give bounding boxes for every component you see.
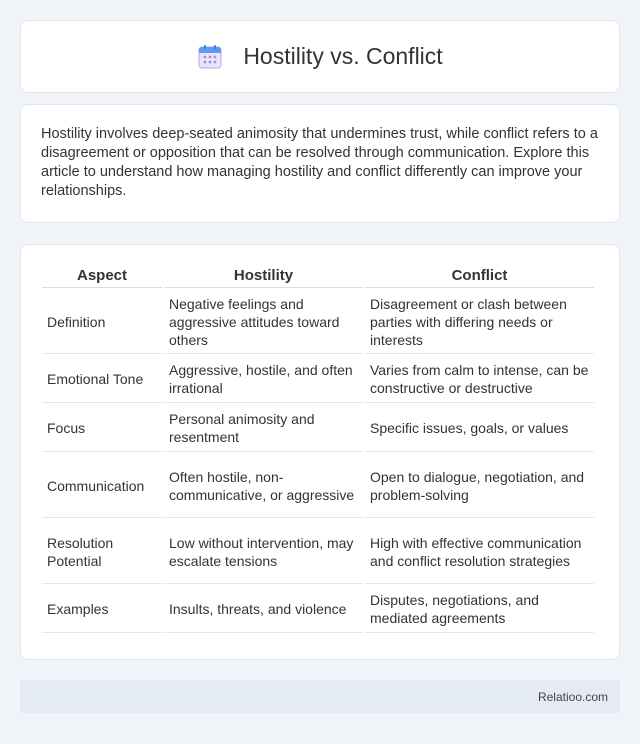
calendar-icon (197, 44, 223, 70)
title-card (20, 20, 620, 93)
cell-aspect: Communication (42, 454, 162, 518)
intro-card (20, 104, 620, 223)
table-row (42, 356, 594, 403)
cell-hostility: Insults, threats, and violence (164, 586, 363, 633)
comparison-table (40, 264, 596, 635)
cell-hostility: Negative feelings and aggressive attitudes toward others (164, 290, 363, 354)
cell-conflict: Disagreement or clash between parties with differing needs or interests (365, 290, 594, 354)
table-row (42, 586, 594, 633)
cell-conflict: High with effective communication and conflict resolution strategies (365, 520, 594, 584)
cell-hostility: Low without intervention, may escalate tensions (164, 520, 363, 584)
cell-hostility: Aggressive, hostile, and often irrational (164, 356, 363, 403)
table-row (42, 405, 594, 452)
header-aspect: Aspect (42, 266, 162, 288)
comparison-table-card (20, 244, 620, 660)
cell-conflict: Specific issues, goals, or values (365, 405, 594, 452)
cell-aspect: Resolution Potential (42, 520, 162, 584)
table-row (42, 290, 594, 354)
footer (20, 680, 620, 713)
cell-conflict: Varies from calm to intense, can be constructive or destructive (365, 356, 594, 403)
table-row (42, 454, 594, 518)
page-title: Hostility vs. Conflict (243, 43, 443, 69)
cell-hostility: Often hostile, non-communicative, or aggressive (164, 454, 363, 518)
table-row (42, 520, 594, 584)
cell-aspect: Definition (42, 290, 162, 354)
cell-aspect: Examples (42, 586, 162, 633)
cell-hostility: Personal animosity and resentment (164, 405, 363, 452)
header-hostility: Hostility (164, 266, 363, 288)
intro-text: Hostility involves deep-seated animosity that undermines trust, while conflict refers to a disagreement or opposition that can be resolved through communication. Explore this article to understand how managing hostility and conflict differently can improve your relationships. (41, 126, 598, 199)
cell-conflict: Disputes, negotiations, and mediated agreements (365, 586, 594, 633)
footer-brand: Relatioo.com (537, 689, 608, 704)
header-conflict: Conflict (365, 266, 594, 288)
cell-aspect: Focus (42, 405, 162, 452)
cell-conflict: Open to dialogue, negotiation, and problem-solving (365, 454, 594, 518)
table-header-row (42, 266, 594, 288)
cell-aspect: Emotional Tone (42, 356, 162, 403)
